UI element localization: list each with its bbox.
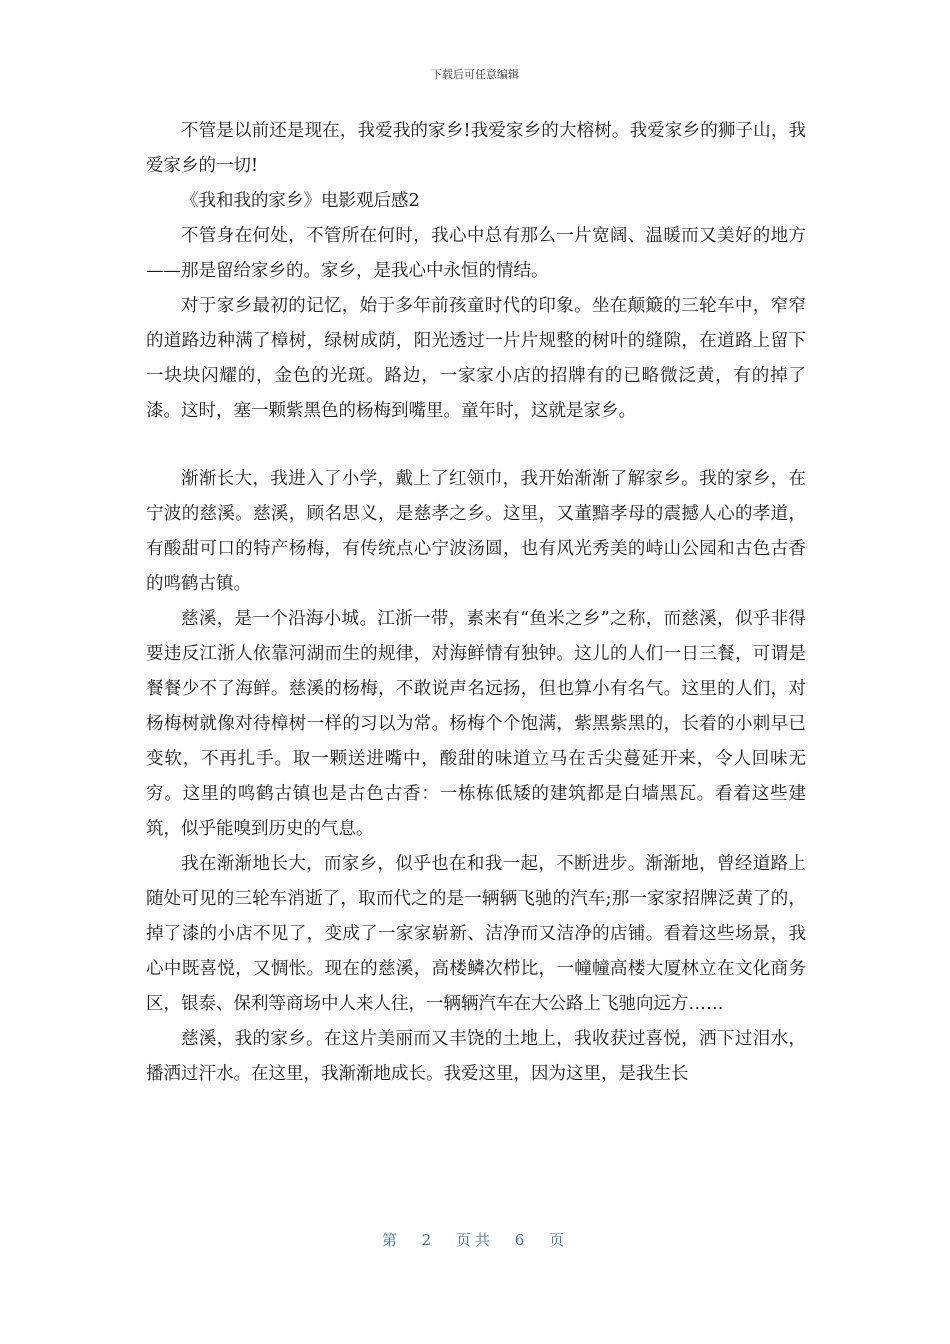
document-body [146, 114, 806, 1092]
section-title: 《我和我的家乡》电影观后感2 [181, 191, 420, 211]
page-header: 下载后可任意编辑 [431, 68, 519, 81]
paragraph: 不管身在何处，不管所在何时，我心中总有那么一片宽阔、温暖而又美好的地方——那是留给家乡的。家乡，是我心中永恒的情结。 [146, 226, 806, 281]
paragraph: 渐渐长大，我进入了小学，戴上了红领巾，我开始渐渐了解家乡。我的家乡，在宁波的慈溪。慈溪，顾名思义，是慈孝之乡。这里，又董黯孝母的震撼人心的孝道，有酸甜可口的特产杨梅，有传统点心宁波汤圆，也有风光秀美的峙山公园和古色古香的鸣鹤古镇。 [146, 469, 806, 594]
paragraph: 我在渐渐地长大，而家乡，似乎也在和我一起，不断进步。渐渐地，曾经道路上随处可见的三轮车消逝了，取而代之的是一辆辆飞驰的汽车;那一家家招牌泛黄了的，掉了漆的小店不见了，变成了一家家崭新、洁净而又洁净的店铺。看着这些场景，我心中既喜悦，又惆怅。现在的慈溪，高楼鳞次栉比，一幢幢高楼大厦林立在文化商务区，银泰、保利等商场中人来人往，一辆辆汽车在大公路上飞驰向远方…… [146, 854, 806, 1014]
page-number: 2 [421, 1231, 436, 1249]
paragraph: 慈溪，我的家乡。在这片美丽而又丰饶的土地上，我收获过喜悦，洒下过泪水，播洒过汗水。在这里，我渐渐地成长。我爱这里，因为这里，是我生长 [146, 1029, 806, 1084]
paragraph: 对于家乡最初的记忆，始于多年前孩童时代的印象。坐在颠簸的三轮车中，窄窄的道路边种满了樟树，绿树成荫，阳光透过一片片规整的树叶的缝隙，在道路上留下一块块闪耀的，金色的光斑。路边，一家家小店的招牌有的已略微泛黄，有的掉了漆。这时，塞一颗紫黑色的杨梅到嘴里。童年时，这就是家乡。 [146, 296, 806, 421]
paragraph-gap [146, 429, 806, 462]
footer-word: 页 [549, 1231, 569, 1249]
footer-word: 第 [381, 1231, 401, 1249]
footer-word: 页共 [455, 1231, 494, 1249]
paragraph: 慈溪，是一个沿海小城。江浙一带，素来有“鱼米之乡”之称，而慈溪，似乎非得要违反江浙人依靠河湖而生的规律，对海鲜情有独钟。这儿的人们一日三餐，可谓是餐餐少不了海鲜。慈溪的杨梅，不敢说声名远扬，但也算小有名气。这里的人们，对杨梅树就像对待樟树一样的习以为常。杨梅个个饱满，紫黑紫黑的，长着的小刺早已变软，不再扎手。取一颗送进嘴中，酸甜的味道立马在舌尖蔓延开来，令人回味无穷。这里的鸣鹤古镇也是古色古香：一栋栋低矮的建筑都是白墙黑瓦。看着这些建筑，似乎能嗅到历史的气息。 [146, 609, 806, 839]
paragraph: 不管是以前还是现在，我爱我的家乡!我爱家乡的大榕树。我爱家乡的狮子山，我爱家乡的一切! [146, 121, 806, 176]
page-total: 6 [514, 1231, 529, 1249]
page-footer [0, 1229, 950, 1250]
